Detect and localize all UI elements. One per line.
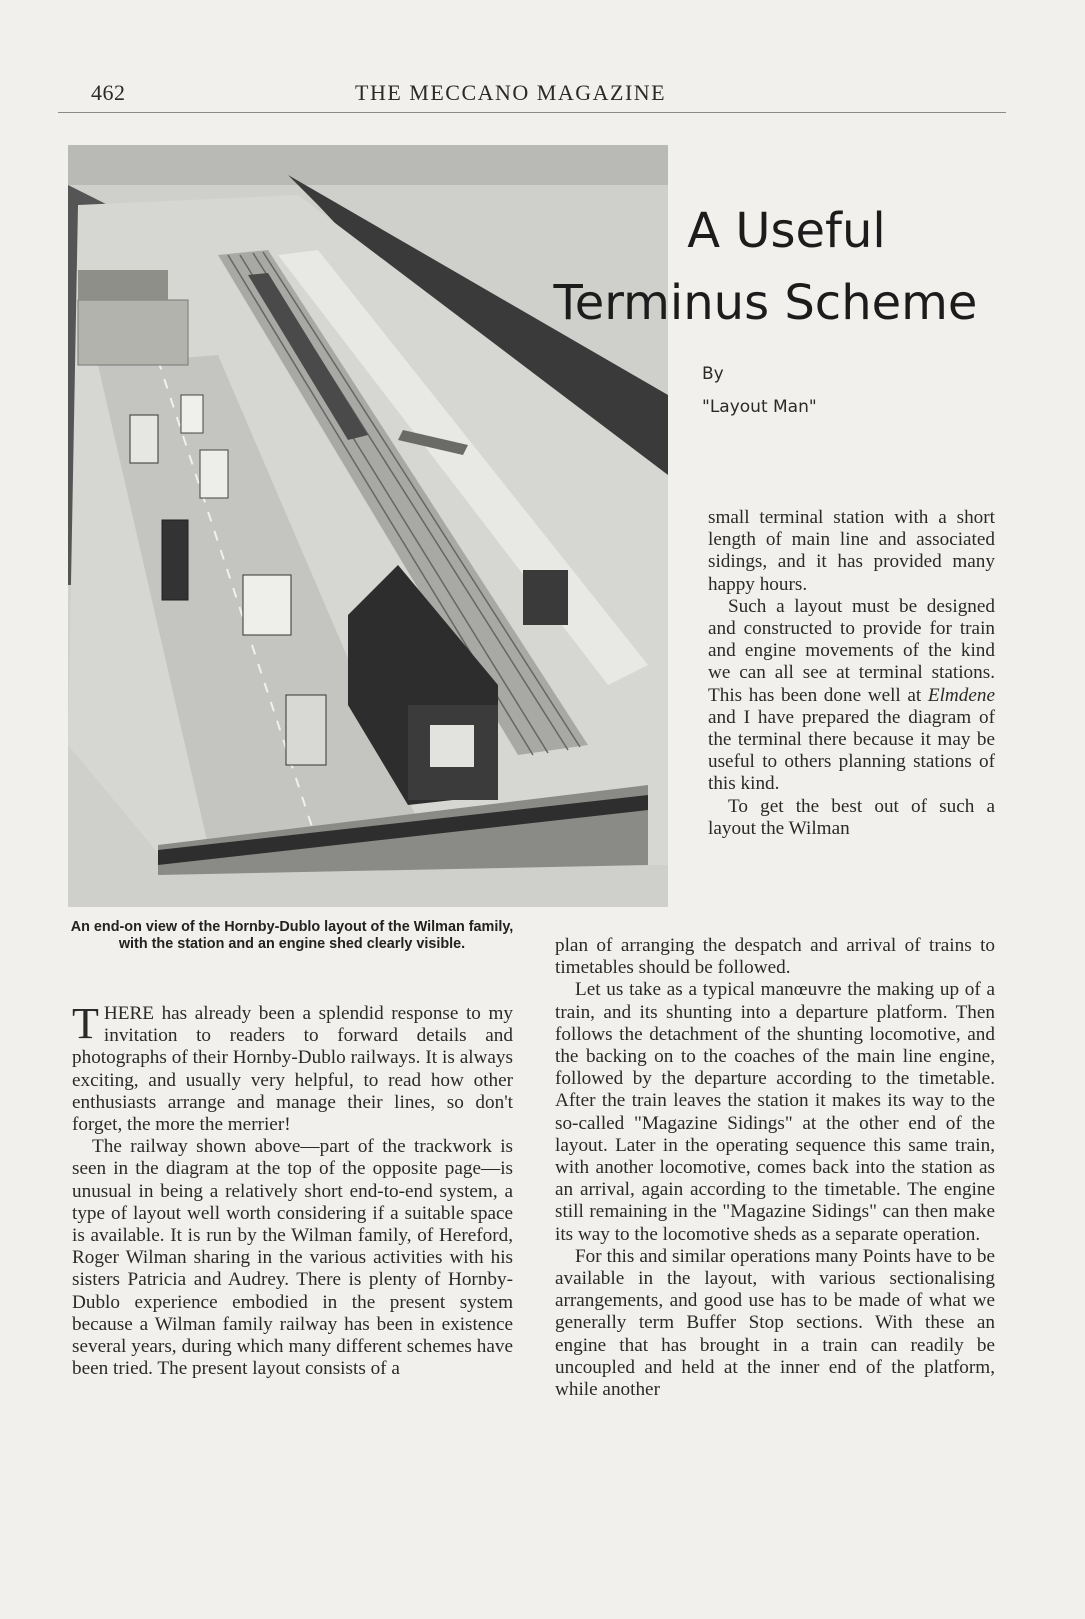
paragraph-text: Such a layout must be designed and constructed to provide for train and engine movements of the kind we can all see at terminal stations. This has been done well at bbox=[708, 595, 995, 706]
paragraph bbox=[72, 999, 513, 1136]
place-name: Elmdene bbox=[927, 684, 995, 706]
paragraph bbox=[708, 596, 995, 796]
paragraph: For this and similar operations many Points have to be available in the layout, with various sectionalising arrangements, and good use has to be made of what we generally term Buffer Stop sections. With these an engine that has brought in a train can readily be uncoupled and held at the inner end of the platform, while another bbox=[555, 1245, 995, 1401]
byline: By bbox=[702, 364, 724, 384]
paragraph: Let us take as a typical manœuvre the making up of a train, and its shunting into a departure platform. Then follows the detachment of the shunting locomotive, and the backing on to the coaches of the main line engine, followed by the departure according to the timetable. After the train leaves the station it makes its way to the so-called "Magazine Sidings" at the other end of the layout. Later in the operating sequence this same train, with another locomotive, comes back into the station as an arrival, again according to the timetable. The engine still remaining in the "Magazine Sidings" can then make its way to the locomotive sheds as a separate operation. bbox=[555, 979, 995, 1245]
paragraph-continued: plan of arranging the despatch and arrival of trains to timetables should be followed. bbox=[555, 935, 995, 979]
paragraph-text: HERE has already been a splendid response to my invitation to readers to forward details and photographs of their Hornby-Dublo railways. It is always exciting, and usually very helpful, to read how other enthusiasts arrange and manage their lines, so don't forget, the more the merrier! bbox=[72, 1003, 513, 1136]
paragraph: The railway shown above—part of the trackwork is seen in the diagram at the top of the opposite page—is unusual in being a relatively short end-to-end system, a type of layout well worth considering if a suitable space is available. It is run by the Wilman family, of Hereford, Roger Wilman sharing in the various activities with his sisters Patricia and Audrey. There is plenty of Hornby-Dublo experience embodied in the present system because a Wilman family railway has been in existence several years, during which many different schemes have been tried. The present layout consists of a bbox=[72, 1136, 513, 1380]
paragraph: small terminal station with a short length of main line and associated sidings, and it has provided many happy hours. bbox=[708, 507, 995, 595]
article-title-line2: Terminus Scheme bbox=[553, 275, 978, 331]
header-rule bbox=[58, 112, 1006, 113]
page-number: 462 bbox=[91, 80, 126, 105]
magazine-title: THE MECCANO MAGAZINE bbox=[355, 80, 667, 105]
article-title-line1: A Useful bbox=[687, 203, 886, 259]
photo-caption: An end-on view of the Hornby-Dublo layout of the Wilman family, with the station and an engine shed clearly visible. bbox=[70, 919, 514, 952]
article-title bbox=[540, 195, 1015, 339]
paragraph-text: and I have prepared the diagram of the terminal there because it may be useful to others planning stations of this kind. bbox=[708, 706, 995, 795]
drop-cap: T bbox=[72, 999, 99, 1048]
right-column-lower bbox=[555, 935, 995, 1401]
left-column bbox=[72, 999, 513, 1380]
author-name: "Layout Man" bbox=[702, 397, 817, 417]
paragraph: To get the best out of such a layout the Wilman bbox=[708, 795, 995, 839]
right-column-upper bbox=[708, 507, 995, 840]
